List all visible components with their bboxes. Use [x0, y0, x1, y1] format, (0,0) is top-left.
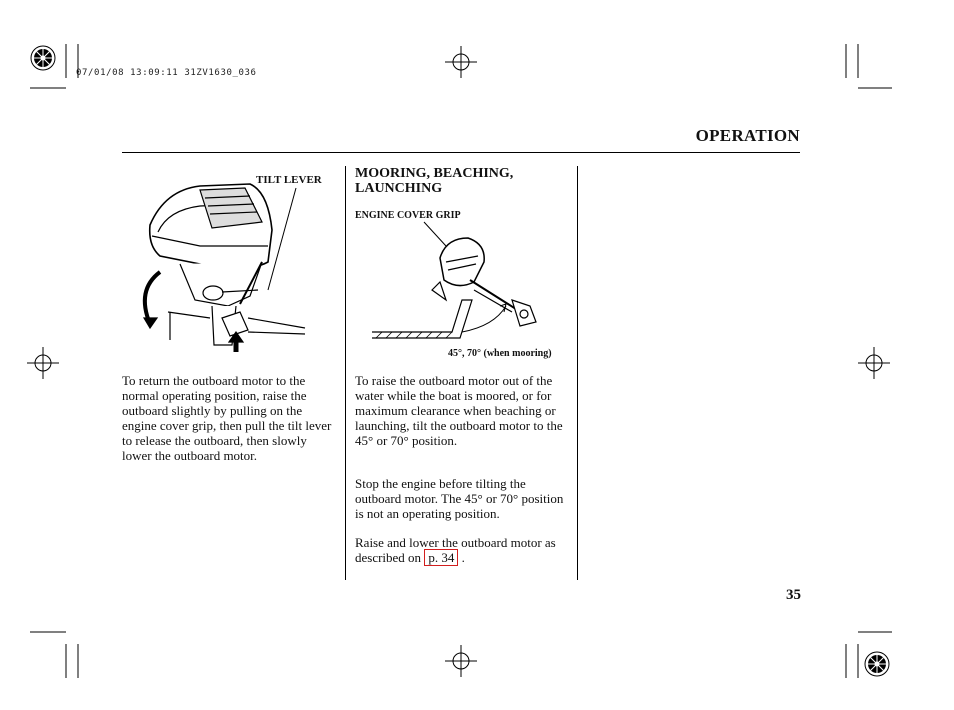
crop-marks-bottom-left: [30, 632, 78, 678]
column-divider-1: [345, 166, 346, 580]
starburst-mark-bottom-right: [865, 652, 889, 676]
mooring-tilt-illustration: [372, 222, 536, 338]
print-stamp: 07/01/08 13:09:11 31ZV1630_036: [76, 68, 257, 78]
tilt-lever-label: TILT LEVER: [256, 174, 322, 186]
paragraph-3-text: Raise and lower the outboard motor as described on: [355, 535, 556, 565]
tilt-lever-illustration: [144, 184, 305, 352]
heading-line-2: LAUNCHING: [355, 181, 443, 196]
crosshair-target-bottom: [445, 645, 477, 677]
heading-line-1: MOORING, BEACHING,: [355, 166, 514, 181]
section-title: OPERATION: [695, 126, 800, 145]
crosshair-target-right: [858, 347, 890, 379]
angle-label: 45°, 70° (when mooring): [448, 348, 552, 359]
left-paragraph: To return the outboard motor to the normal operating position, raise the outboard slightly by pulling on the engine cover grip, then pull the tilt lever to release the outboard, then slowly lower the outboard motor.: [122, 373, 332, 463]
column-divider-2: [577, 166, 578, 580]
paragraph-3-end: .: [458, 550, 465, 565]
page-reference-link[interactable]: p. 34: [424, 549, 458, 566]
crop-marks-top-right: [846, 44, 892, 88]
crop-marks-top-left: [30, 44, 78, 88]
middle-paragraph-1: To raise the outboard motor out of the water while the boat is moored, or for maximum clearance when beaching or launching, tilt the outboard motor to the 45° or 70° position.: [355, 373, 563, 448]
page-number: 35: [786, 587, 801, 603]
middle-paragraph-2: Stop the engine before tilting the outboard motor. The 45° or 70° position is not an operating position.: [355, 476, 564, 521]
header-rule: [122, 152, 800, 153]
section-heading: [355, 166, 555, 196]
starburst-mark-top-left: [31, 46, 55, 70]
crosshair-target-left: [27, 347, 59, 379]
middle-paragraph-3: [355, 535, 571, 565]
crosshair-target-top: [445, 46, 477, 78]
engine-cover-grip-label: ENGINE COVER GRIP: [355, 210, 461, 221]
